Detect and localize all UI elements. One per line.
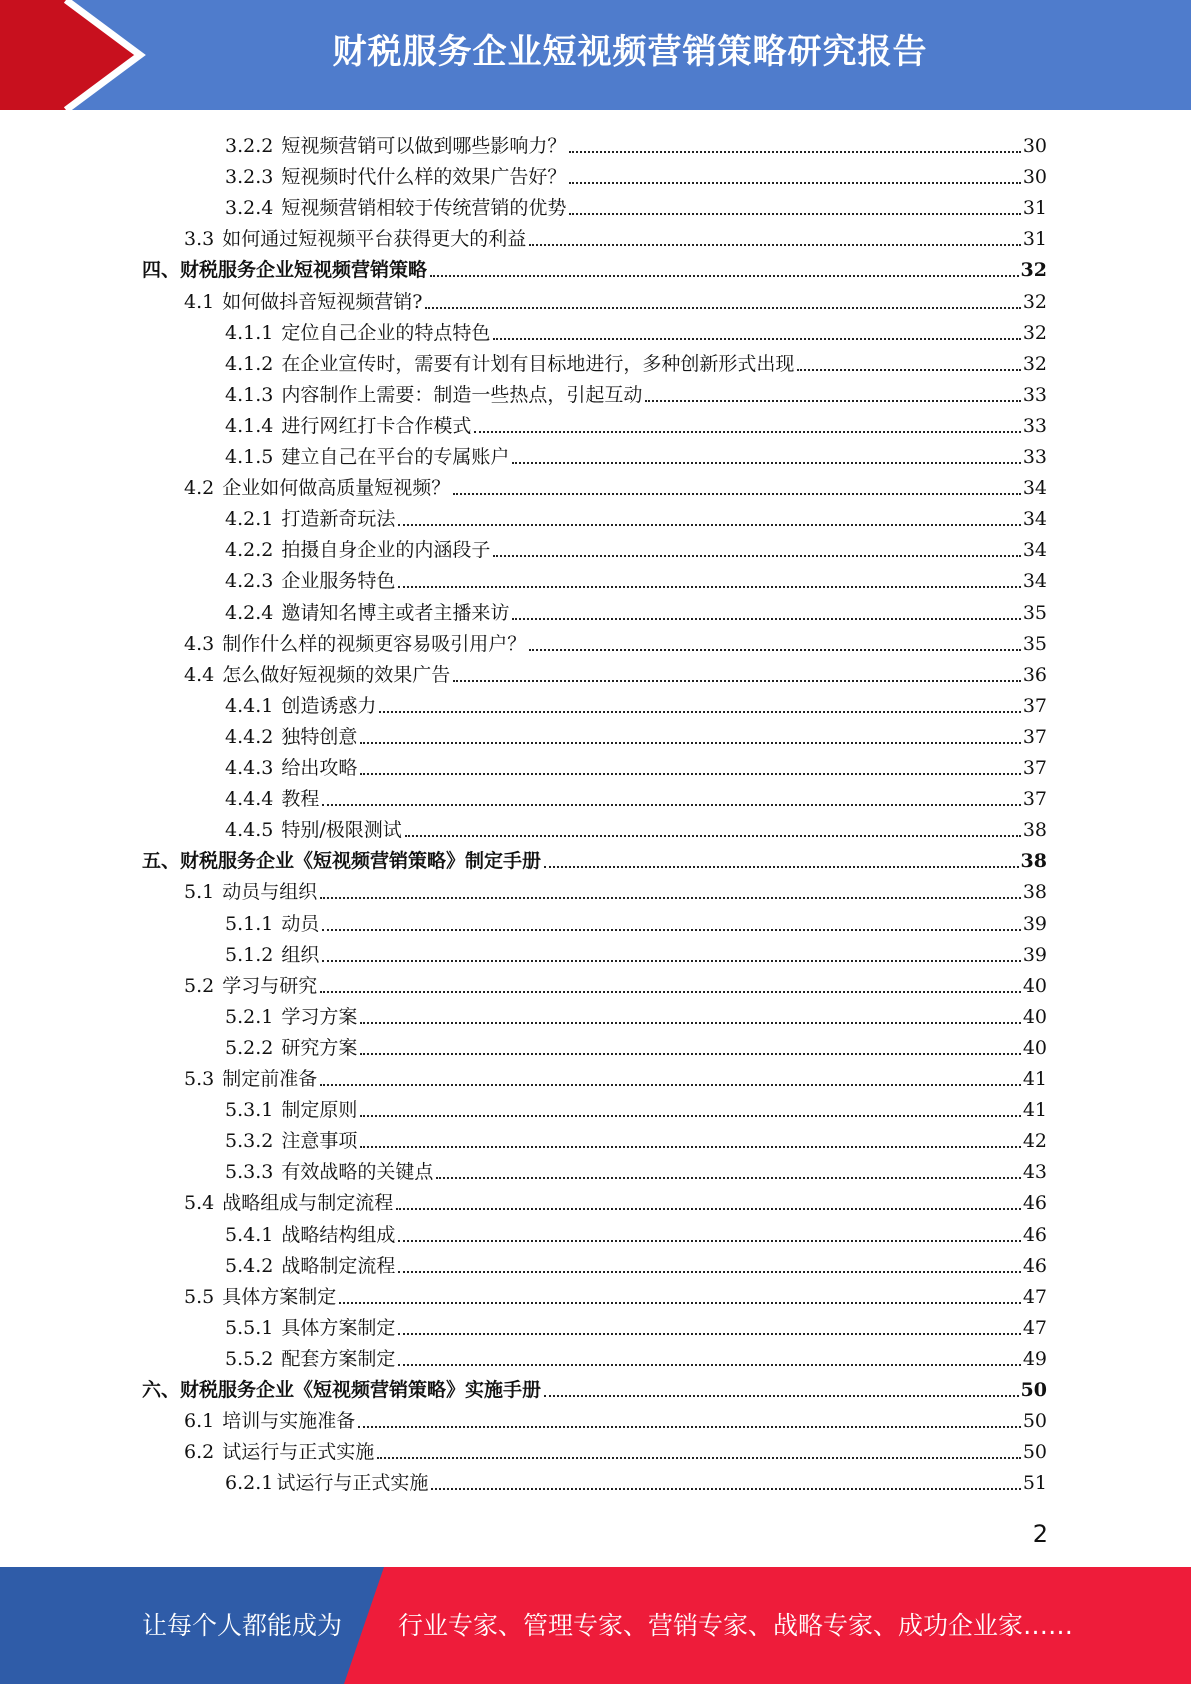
toc-dot-leader — [377, 1457, 1021, 1459]
toc-entry-page: 50 — [1020, 1379, 1047, 1401]
toc-entry[interactable] — [225, 500, 1047, 531]
toc-entry-page: 35 — [1022, 632, 1047, 655]
toc-dot-leader — [529, 649, 1021, 651]
toc-entry[interactable] — [225, 1153, 1047, 1184]
toc-dot-leader — [320, 897, 1021, 899]
toc-entry-title: 短视频营销可以做到哪些影响力？ — [281, 135, 567, 157]
toc-entry-number: 5.1 — [184, 881, 215, 904]
toc-entry-title: 配套方案制定 — [281, 1347, 396, 1370]
toc-entry-title: 培训与实施准备 — [222, 1410, 356, 1433]
toc-entry-page: 34 — [1022, 477, 1047, 500]
toc-entry[interactable] — [184, 469, 1047, 500]
toc-entry[interactable] — [184, 967, 1047, 998]
toc-entry-number: 4.4.1 — [225, 694, 274, 717]
toc-entry-title: 建立自己在平台的专属账户 — [281, 446, 510, 468]
page-number: 2 — [1032, 1520, 1048, 1548]
toc-entry-page: 37 — [1022, 725, 1047, 748]
toc-entry-page: 31 — [1022, 228, 1047, 251]
toc-entry-page: 41 — [1022, 1068, 1047, 1090]
toc-entry[interactable] — [225, 407, 1047, 438]
toc-entry-title: 组织 — [281, 943, 320, 966]
toc-entry-number: 5.5.1 — [225, 1316, 274, 1339]
toc-dot-leader — [322, 804, 1020, 806]
toc-entry-number: 6.2 — [184, 1441, 215, 1464]
toc-entry-page: 46 — [1022, 1223, 1047, 1246]
toc-entry-number: 5.3.2 — [225, 1130, 274, 1153]
page-footer — [0, 1567, 1191, 1684]
toc-entry[interactable] — [142, 1371, 1047, 1402]
toc-entry-number: 4.4.5 — [225, 819, 274, 842]
toc-dot-leader — [569, 151, 1020, 153]
toc-entry[interactable] — [184, 1184, 1047, 1215]
toc-entry-title: 战略制定流程 — [281, 1254, 396, 1277]
toc-entry-number: 5.2 — [184, 974, 215, 997]
toc-entry-number: 5.5 — [184, 1285, 215, 1308]
toc-entry-number: 4.1.5 — [225, 446, 274, 468]
toc-entry[interactable] — [225, 345, 1047, 376]
toc-entry-page: 46 — [1022, 1192, 1047, 1215]
toc-entry[interactable] — [225, 749, 1047, 780]
toc-entry-page: 50 — [1022, 1410, 1047, 1433]
toc-entry-title: 定位自己企业的特点特色 — [281, 321, 491, 344]
toc-entry-page: 32 — [1022, 290, 1047, 313]
toc-entry[interactable] — [225, 531, 1047, 562]
footer-slogan-left: 让每个人都能成为 — [142, 1611, 343, 1640]
toc-dot-leader — [512, 462, 1020, 464]
toc-dot-leader — [339, 1302, 1021, 1304]
toc-entry[interactable] — [184, 1402, 1047, 1433]
toc-dot-leader — [569, 213, 1020, 215]
toc-dot-leader — [453, 493, 1021, 495]
toc-dot-leader — [544, 1395, 1019, 1397]
toc-entry-number: 4.4.3 — [225, 757, 274, 779]
toc-entry-title: 具体方案制定 — [281, 1316, 396, 1339]
toc-entry-page: 36 — [1022, 663, 1047, 686]
toc-entry-title: 五、财税服务企业《短视频营销策略》制定手册 — [142, 850, 542, 873]
toc-entry-page: 37 — [1022, 788, 1047, 811]
toc-entry-page: 37 — [1022, 694, 1047, 717]
toc-entry[interactable] — [142, 842, 1047, 873]
toc-entry[interactable] — [225, 1029, 1047, 1060]
toc-entry-page: 38 — [1020, 850, 1047, 873]
toc-entry[interactable] — [184, 1433, 1047, 1464]
toc-entry[interactable] — [225, 1247, 1047, 1278]
toc-entry[interactable] — [225, 594, 1047, 625]
toc-entry-page: 40 — [1022, 1005, 1047, 1028]
toc-entry-number: 4.4.4 — [225, 788, 274, 811]
toc-entry-title: 战略组成与制定流程 — [222, 1192, 394, 1215]
toc-entry[interactable] — [225, 998, 1047, 1029]
toc-entry-page: 31 — [1022, 197, 1047, 220]
toc-dot-leader — [322, 929, 1020, 931]
toc-entry-title: 短视频时代什么样的效果广告好？ — [281, 166, 567, 189]
toc-dot-leader — [360, 1115, 1020, 1117]
toc-entry-page: 34 — [1022, 570, 1047, 593]
toc-dot-leader — [396, 1208, 1021, 1210]
toc-entry-number: 6.1 — [184, 1410, 215, 1433]
toc-dot-leader — [398, 524, 1020, 526]
toc-entry-page: 47 — [1022, 1285, 1047, 1308]
toc-entry-page: 40 — [1022, 1036, 1047, 1059]
toc-dot-leader — [398, 1271, 1020, 1273]
toc-entry[interactable] — [225, 936, 1047, 967]
toc-entry[interactable] — [225, 687, 1047, 718]
toc-entry-page: 32 — [1020, 259, 1047, 282]
toc-entry-number: 3.2.2 — [225, 135, 274, 157]
toc-dot-leader — [398, 1240, 1020, 1242]
toc-dot-leader — [398, 586, 1020, 588]
toc-entry-title: 如何通过短视频平台获得更大的利益 — [222, 228, 527, 251]
toc-dot-leader — [453, 680, 1021, 682]
toc-entry-title: 内容制作上需要：制造一些热点，引起互动 — [281, 383, 643, 406]
toc-entry-title: 制定原则 — [281, 1099, 358, 1122]
toc-entry-page: 39 — [1022, 943, 1047, 966]
toc-entry-page: 30 — [1022, 166, 1047, 189]
toc-dot-leader — [360, 773, 1020, 775]
toc-entry[interactable] — [184, 1060, 1047, 1091]
toc-dot-leader — [322, 960, 1020, 962]
toc-entry-title: 怎么做好短视频的效果广告 — [222, 663, 451, 686]
toc-entry-title: 有效战略的关键点 — [281, 1161, 434, 1184]
toc-entry-page: 33 — [1022, 414, 1047, 437]
toc-entry-page: 40 — [1022, 974, 1047, 997]
toc-entry-title: 特别/极限测试 — [281, 819, 402, 842]
toc-entry-number: 3.3 — [184, 228, 215, 251]
toc-entry-page: 35 — [1022, 601, 1047, 624]
toc-dot-leader — [645, 400, 1020, 402]
toc-entry-number: 5.5.2 — [225, 1347, 274, 1370]
toc-entry-page: 47 — [1022, 1316, 1047, 1339]
toc-entry-page: 30 — [1022, 135, 1047, 157]
toc-entry-number: 5.4 — [184, 1192, 215, 1215]
toc-dot-leader — [405, 835, 1021, 837]
toc-entry[interactable] — [225, 905, 1047, 936]
toc-entry-title: 如何做抖音短视频营销? — [222, 290, 423, 313]
toc-entry-page: 34 — [1022, 508, 1047, 531]
toc-entry-title: 独特创意 — [281, 725, 358, 748]
toc-dot-leader — [512, 618, 1020, 620]
toc-entry-number: 4.2 — [184, 477, 215, 500]
toc-entry-title: 研究方案 — [281, 1036, 358, 1059]
toc-dot-leader — [544, 866, 1019, 868]
toc-entry-title: 拍摄自身企业的内涵段子 — [281, 539, 491, 562]
footer-slogan-right: 行业专家、管理专家、营销专家、战略专家、成功企业家…… — [398, 1611, 1074, 1640]
toc-entry[interactable] — [184, 873, 1047, 904]
toc-entry[interactable] — [184, 656, 1047, 687]
toc-entry[interactable] — [225, 811, 1047, 842]
toc-entry-title: 动员与组织 — [222, 881, 318, 904]
toc-entry-title: 四、财税服务企业短视频营销策略 — [142, 259, 428, 282]
toc-entry-number: 4.4 — [184, 663, 215, 686]
toc-entry-number: 5.1.1 — [225, 912, 274, 935]
toc-entry-page: 32 — [1022, 321, 1047, 344]
toc-entry-title: 动员 — [281, 912, 320, 935]
toc-entry[interactable] — [225, 158, 1047, 189]
toc-entry-number: 4.1.3 — [225, 383, 274, 406]
toc-entry-page: 49 — [1022, 1347, 1047, 1370]
toc-entry-title: 六、财税服务企业《短视频营销策略》实施手册 — [142, 1379, 542, 1401]
toc-entry-number: 6.2.1 — [225, 1472, 274, 1495]
toc-dot-leader — [360, 1146, 1020, 1148]
toc-entry-number: 5.4.2 — [225, 1254, 274, 1277]
toc-entry-title: 注意事项 — [281, 1130, 358, 1153]
toc-entry-page: 42 — [1022, 1130, 1047, 1153]
toc-dot-leader — [529, 244, 1021, 246]
toc-entry[interactable] — [225, 1340, 1047, 1371]
toc-entry[interactable] — [184, 283, 1047, 314]
toc-entry-title: 进行网红打卡合作模式 — [281, 414, 472, 437]
toc-entry-title: 教程 — [281, 788, 320, 811]
toc-entry-number: 4.1.2 — [225, 352, 274, 375]
toc-entry-title: 邀请知名博主或者主播来访 — [281, 601, 510, 624]
toc-entry[interactable] — [184, 1278, 1047, 1309]
toc-dot-leader — [425, 307, 1020, 309]
toc-entry-title: 给出攻略 — [281, 757, 358, 779]
toc-entry[interactable] — [225, 1309, 1047, 1340]
toc-entry-title: 学习方案 — [281, 1005, 358, 1028]
toc-entry-title: 试运行与正式实施 — [276, 1472, 429, 1495]
toc-dot-leader — [431, 1488, 1020, 1490]
toc-entry-number: 4.1 — [184, 290, 215, 313]
toc-entry-page: 51 — [1022, 1472, 1047, 1495]
toc-entry-number: 4.4.2 — [225, 725, 274, 748]
toc-entry-number: 3.2.3 — [225, 166, 274, 189]
toc-entry-page: 46 — [1022, 1254, 1047, 1277]
toc-dot-leader — [493, 338, 1020, 340]
toc-entry-number: 4.2.1 — [225, 508, 274, 531]
toc-dot-leader — [493, 555, 1020, 557]
toc-entry-number: 4.2.2 — [225, 539, 274, 562]
toc-dot-leader — [797, 369, 1020, 371]
toc-dot-leader — [320, 1084, 1021, 1086]
toc-entry-page: 37 — [1022, 757, 1047, 779]
toc-dot-leader — [474, 431, 1020, 433]
toc-entry[interactable] — [225, 1216, 1047, 1247]
toc-entry-title: 制作什么样的视频更容易吸引用户？ — [222, 632, 527, 655]
document-title: 财税服务企业短视频营销策略研究报告 — [332, 32, 928, 72]
toc-entry-title: 企业如何做高质量短视频？ — [222, 477, 451, 500]
toc-entry[interactable] — [225, 127, 1047, 158]
toc-entry-title: 试运行与正式实施 — [222, 1441, 375, 1464]
toc-entry-title: 在企业宣传时，需要有计划有目标地进行，多种创新形式出现 — [281, 352, 795, 375]
toc-entry[interactable] — [225, 376, 1047, 407]
toc-entry-title: 创造诱惑力 — [281, 694, 377, 717]
toc-dot-leader — [360, 1022, 1020, 1024]
toc-dot-leader — [360, 1053, 1020, 1055]
toc-dot-leader — [398, 1333, 1020, 1335]
toc-entry-page: 32 — [1022, 352, 1047, 375]
toc-entry-number: 4.2.4 — [225, 601, 274, 624]
toc-dot-leader — [430, 275, 1019, 277]
toc-entry[interactable] — [225, 1122, 1047, 1153]
toc-entry[interactable] — [225, 780, 1047, 811]
toc-entry[interactable] — [142, 251, 1047, 282]
toc-entry-title: 短视频营销相较于传统营销的优势 — [281, 197, 567, 220]
toc-entry[interactable] — [225, 1464, 1047, 1495]
toc-entry[interactable] — [225, 1091, 1047, 1122]
toc-entry-page: 38 — [1022, 881, 1047, 904]
toc-entry-number: 5.1.2 — [225, 943, 274, 966]
toc-dot-leader — [360, 742, 1020, 744]
toc-dot-leader — [436, 1177, 1020, 1179]
toc-entry[interactable] — [225, 189, 1047, 220]
toc-entry-number: 4.1.1 — [225, 321, 274, 344]
toc-entry-page: 50 — [1022, 1441, 1047, 1464]
toc-entry-title: 具体方案制定 — [222, 1285, 337, 1308]
toc-entry[interactable] — [184, 625, 1047, 656]
toc-entry-number: 5.3 — [184, 1068, 215, 1090]
toc-entry-number: 5.4.1 — [225, 1223, 274, 1246]
toc-dot-leader — [569, 182, 1020, 184]
toc-entry-title: 学习与研究 — [222, 974, 318, 997]
page-header — [0, 0, 1191, 110]
toc-entry-number: 4.1.4 — [225, 414, 274, 437]
toc-entry[interactable] — [225, 562, 1047, 593]
toc-entry-number: 5.2.1 — [225, 1005, 274, 1028]
toc-entry[interactable] — [225, 438, 1047, 469]
toc-entry-number: 3.2.4 — [225, 197, 274, 220]
toc-entry[interactable] — [225, 718, 1047, 749]
toc-entry-page: 33 — [1022, 446, 1047, 468]
toc-entry-page: 33 — [1022, 383, 1047, 406]
toc-entry-number: 4.3 — [184, 632, 215, 655]
toc-entry-page: 43 — [1022, 1161, 1047, 1184]
toc-entry-title: 制定前准备 — [222, 1068, 318, 1090]
toc-dot-leader — [398, 1364, 1020, 1366]
toc-entry[interactable] — [184, 220, 1047, 251]
toc-entry-page: 39 — [1022, 912, 1047, 935]
toc-entry-title: 打造新奇玩法 — [281, 508, 396, 531]
toc-dot-leader — [358, 1426, 1021, 1428]
toc-entry-page: 34 — [1022, 539, 1047, 562]
toc-entry-page: 38 — [1022, 819, 1047, 842]
toc-entry-number: 5.3.1 — [225, 1099, 274, 1122]
toc-entry[interactable] — [225, 314, 1047, 345]
toc-entry-number: 5.3.3 — [225, 1161, 274, 1184]
toc-dot-leader — [379, 711, 1020, 713]
toc-entry-title: 企业服务特色 — [281, 570, 396, 593]
toc-entry-number: 5.2.2 — [225, 1036, 274, 1059]
toc-entry-title: 战略结构组成 — [281, 1223, 396, 1246]
toc-dot-leader — [320, 991, 1021, 993]
toc-entry-page: 41 — [1022, 1099, 1047, 1122]
toc-entry-number: 4.2.3 — [225, 570, 274, 593]
